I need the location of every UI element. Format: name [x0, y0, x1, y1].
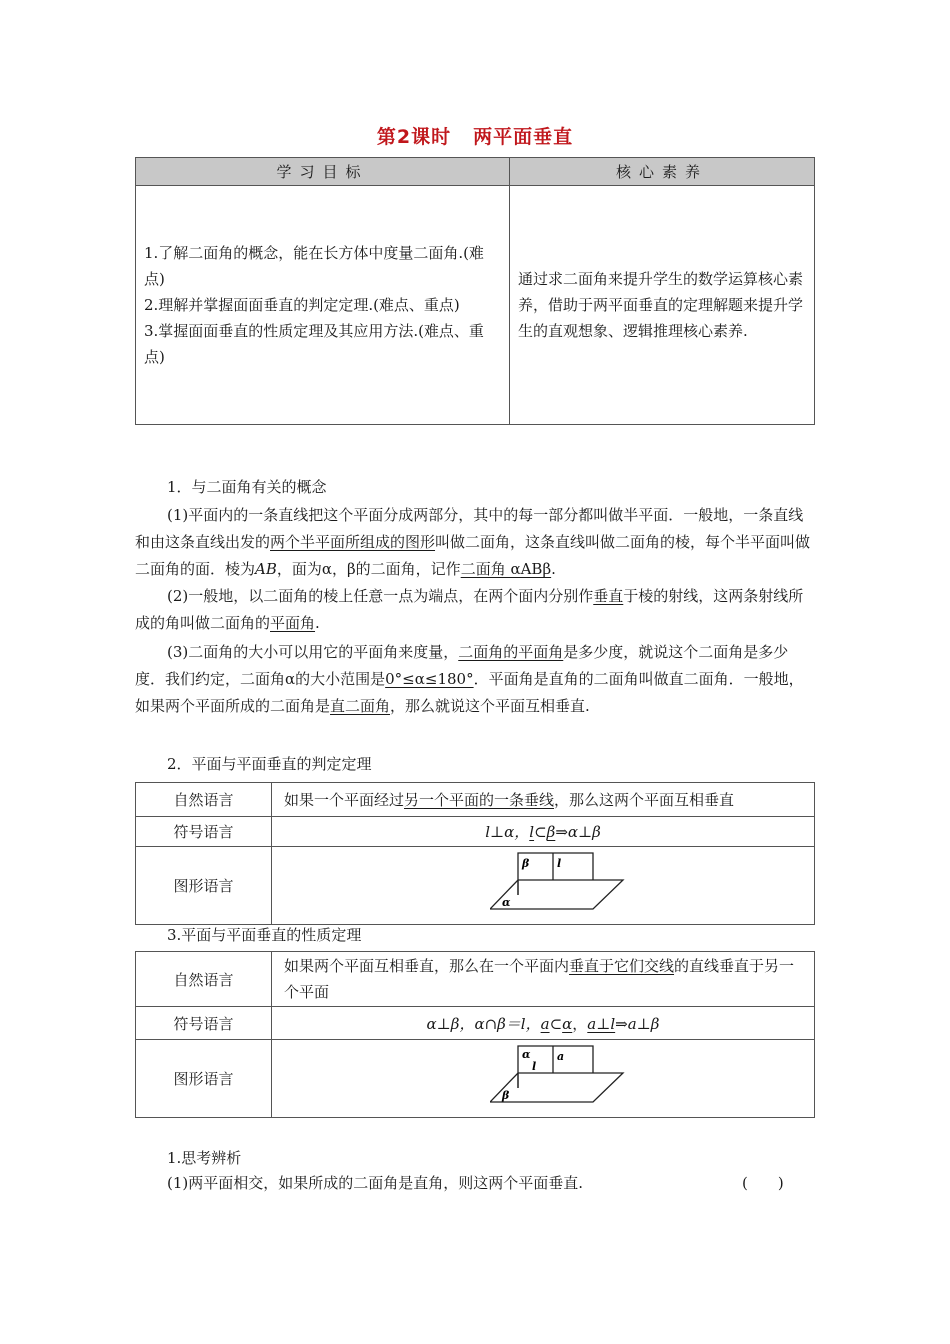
- answer-blank: 0°≤α≤180°: [385, 670, 474, 688]
- row-label: 图形语言: [136, 847, 272, 925]
- text: (2)一般地，以二面角的棱上任意一点为端点，在两个面内分别作: [167, 587, 594, 605]
- text: 是多少度，就说这个二面角是多少度．我们约定，二面角α的大小范围是: [135, 643, 789, 688]
- figure-label: α: [502, 896, 511, 909]
- answer-blank: α: [562, 1014, 573, 1033]
- answer-blank: 两个半平面所组成的图形: [270, 533, 436, 551]
- perpendicular-planes-figure: [490, 847, 670, 923]
- symbol-language-cell: [272, 1007, 815, 1040]
- figure-language-cell: [272, 1040, 815, 1118]
- figure-label: α: [522, 1048, 531, 1061]
- section1-heading-text: 1．与二面角有关的概念: [167, 478, 327, 496]
- text: 如果两个平面互相垂直，那么在一个平面内: [284, 957, 570, 975]
- text: 于棱的射线，这两条射线所成的角叫做二面角的: [135, 587, 804, 632]
- row-label: 自然语言: [136, 783, 272, 817]
- figure-label: l: [557, 857, 562, 870]
- text: l⊥α，: [485, 823, 530, 841]
- practice-heading: [135, 1145, 815, 1172]
- section3-heading: [135, 922, 815, 949]
- text: ，: [572, 1014, 588, 1033]
- section1-paragraph-3: [135, 639, 815, 720]
- text: α⊥β，α∩β＝l，: [426, 1014, 541, 1033]
- subset-symbol: ⊂: [534, 823, 547, 841]
- lesson-number: 第2课时: [376, 126, 452, 148]
- row-label: 符号语言: [136, 817, 272, 847]
- row-label: 自然语言: [136, 952, 272, 1007]
- row-label: 符号语言: [136, 1007, 272, 1040]
- question-text: (1)两平面相交，如果所成的二面角是直角，则这两个平面垂直.: [167, 1174, 584, 1192]
- section1-paragraph-2: [135, 583, 815, 637]
- answer-blank: 另一个平面的一条垂线: [404, 791, 555, 809]
- objectives-header-right: 核心素养: [510, 158, 815, 186]
- text: ⇒α⊥β: [555, 823, 601, 841]
- objective-item: 3.掌握面面垂直的性质定理及其应用方法.(难点、重点): [144, 322, 484, 366]
- figure-label: β: [502, 1089, 510, 1102]
- text: ⇒a⊥β: [615, 1014, 660, 1033]
- section1-paragraph-1: [135, 502, 815, 583]
- text: 叫做二面角，这条直线叫做二面角的棱，每个半平面叫做二面角的面．棱为: [135, 533, 811, 578]
- answer-bracket[interactable]: ( ): [742, 1174, 784, 1192]
- answer-blank: 直二面角: [330, 697, 391, 715]
- figure-label: l: [532, 1060, 537, 1073]
- objectives-table: [135, 157, 815, 425]
- property-theorem-table: [135, 951, 815, 1118]
- section3-heading-text: 3.平面与平面垂直的性质定理: [167, 926, 362, 944]
- text: (1)平面内的一条直线把这个平面分成两部分，其中的每一部分都叫做半平面．一般地，一条直线和由这条直线出发的: [135, 506, 804, 551]
- answer-blank: a: [540, 1014, 550, 1033]
- figure-label: β: [522, 857, 530, 870]
- text: 如果一个平面经过: [284, 791, 405, 809]
- edge-label: AB: [255, 560, 277, 578]
- judgment-theorem-table: [135, 782, 815, 925]
- symbol-language-cell: [272, 817, 815, 847]
- subset-symbol: ⊂: [549, 1014, 563, 1033]
- core-literacy-text: 通过求二面角来提升学生的数学运算核心素养，借助于两平面垂直的定理解题来提升学生的直观想象、逻辑推理核心素养.: [510, 186, 815, 425]
- objective-item: 1.了解二面角的概念，能在长方体中度量二面角.(难点): [144, 244, 484, 288]
- row-label: 图形语言: [136, 1040, 272, 1118]
- text: ．平面角是直角的二面角叫做直二面角．一般地，如果两个平面所成的二面角是: [135, 670, 804, 715]
- answer-blank: a⊥l: [587, 1014, 616, 1033]
- answer-blank: 二面角 αABβ: [460, 560, 552, 578]
- natural-language-cell: [272, 952, 815, 1007]
- text: ，那么这两个平面互相垂直: [554, 791, 735, 809]
- section2-heading: [135, 751, 815, 778]
- answer-blank: l: [529, 823, 535, 841]
- text: ，那么就说这个平面互相垂直.: [390, 697, 590, 715]
- answer-blank: 平面角: [270, 614, 316, 632]
- text: .: [315, 614, 320, 632]
- page-title: [0, 122, 950, 149]
- text: 的直线垂直于另一个平面: [284, 957, 795, 1001]
- answer-blank: 垂直: [593, 587, 624, 605]
- lesson-title: 两平面垂直: [473, 126, 574, 148]
- objectives-list: [136, 186, 510, 425]
- natural-language-cell: [272, 783, 815, 817]
- practice-question-1: [135, 1170, 815, 1197]
- text: .: [551, 560, 556, 578]
- answer-blank: 垂直于它们交线: [569, 957, 675, 975]
- objectives-header-left: 学习目标: [136, 158, 510, 186]
- perpendicular-planes-figure: [490, 1040, 670, 1116]
- figure-label: a: [557, 1050, 565, 1063]
- section2-heading-text: 2．平面与平面垂直的判定定理: [167, 755, 372, 773]
- answer-blank: 二面角的平面角: [458, 643, 564, 661]
- practice-heading-text: 1.思考辨析: [167, 1149, 242, 1167]
- figure-language-cell: [272, 847, 815, 925]
- text: (3)二面角的大小可以用它的平面角来度量，: [167, 643, 459, 661]
- section1-heading: [135, 474, 815, 501]
- text: ，面为α，β的二面角，记作: [276, 560, 461, 578]
- objective-item: 2.理解并掌握面面垂直的判定定理.(难点、重点): [144, 296, 460, 314]
- answer-blank: β: [546, 823, 556, 841]
